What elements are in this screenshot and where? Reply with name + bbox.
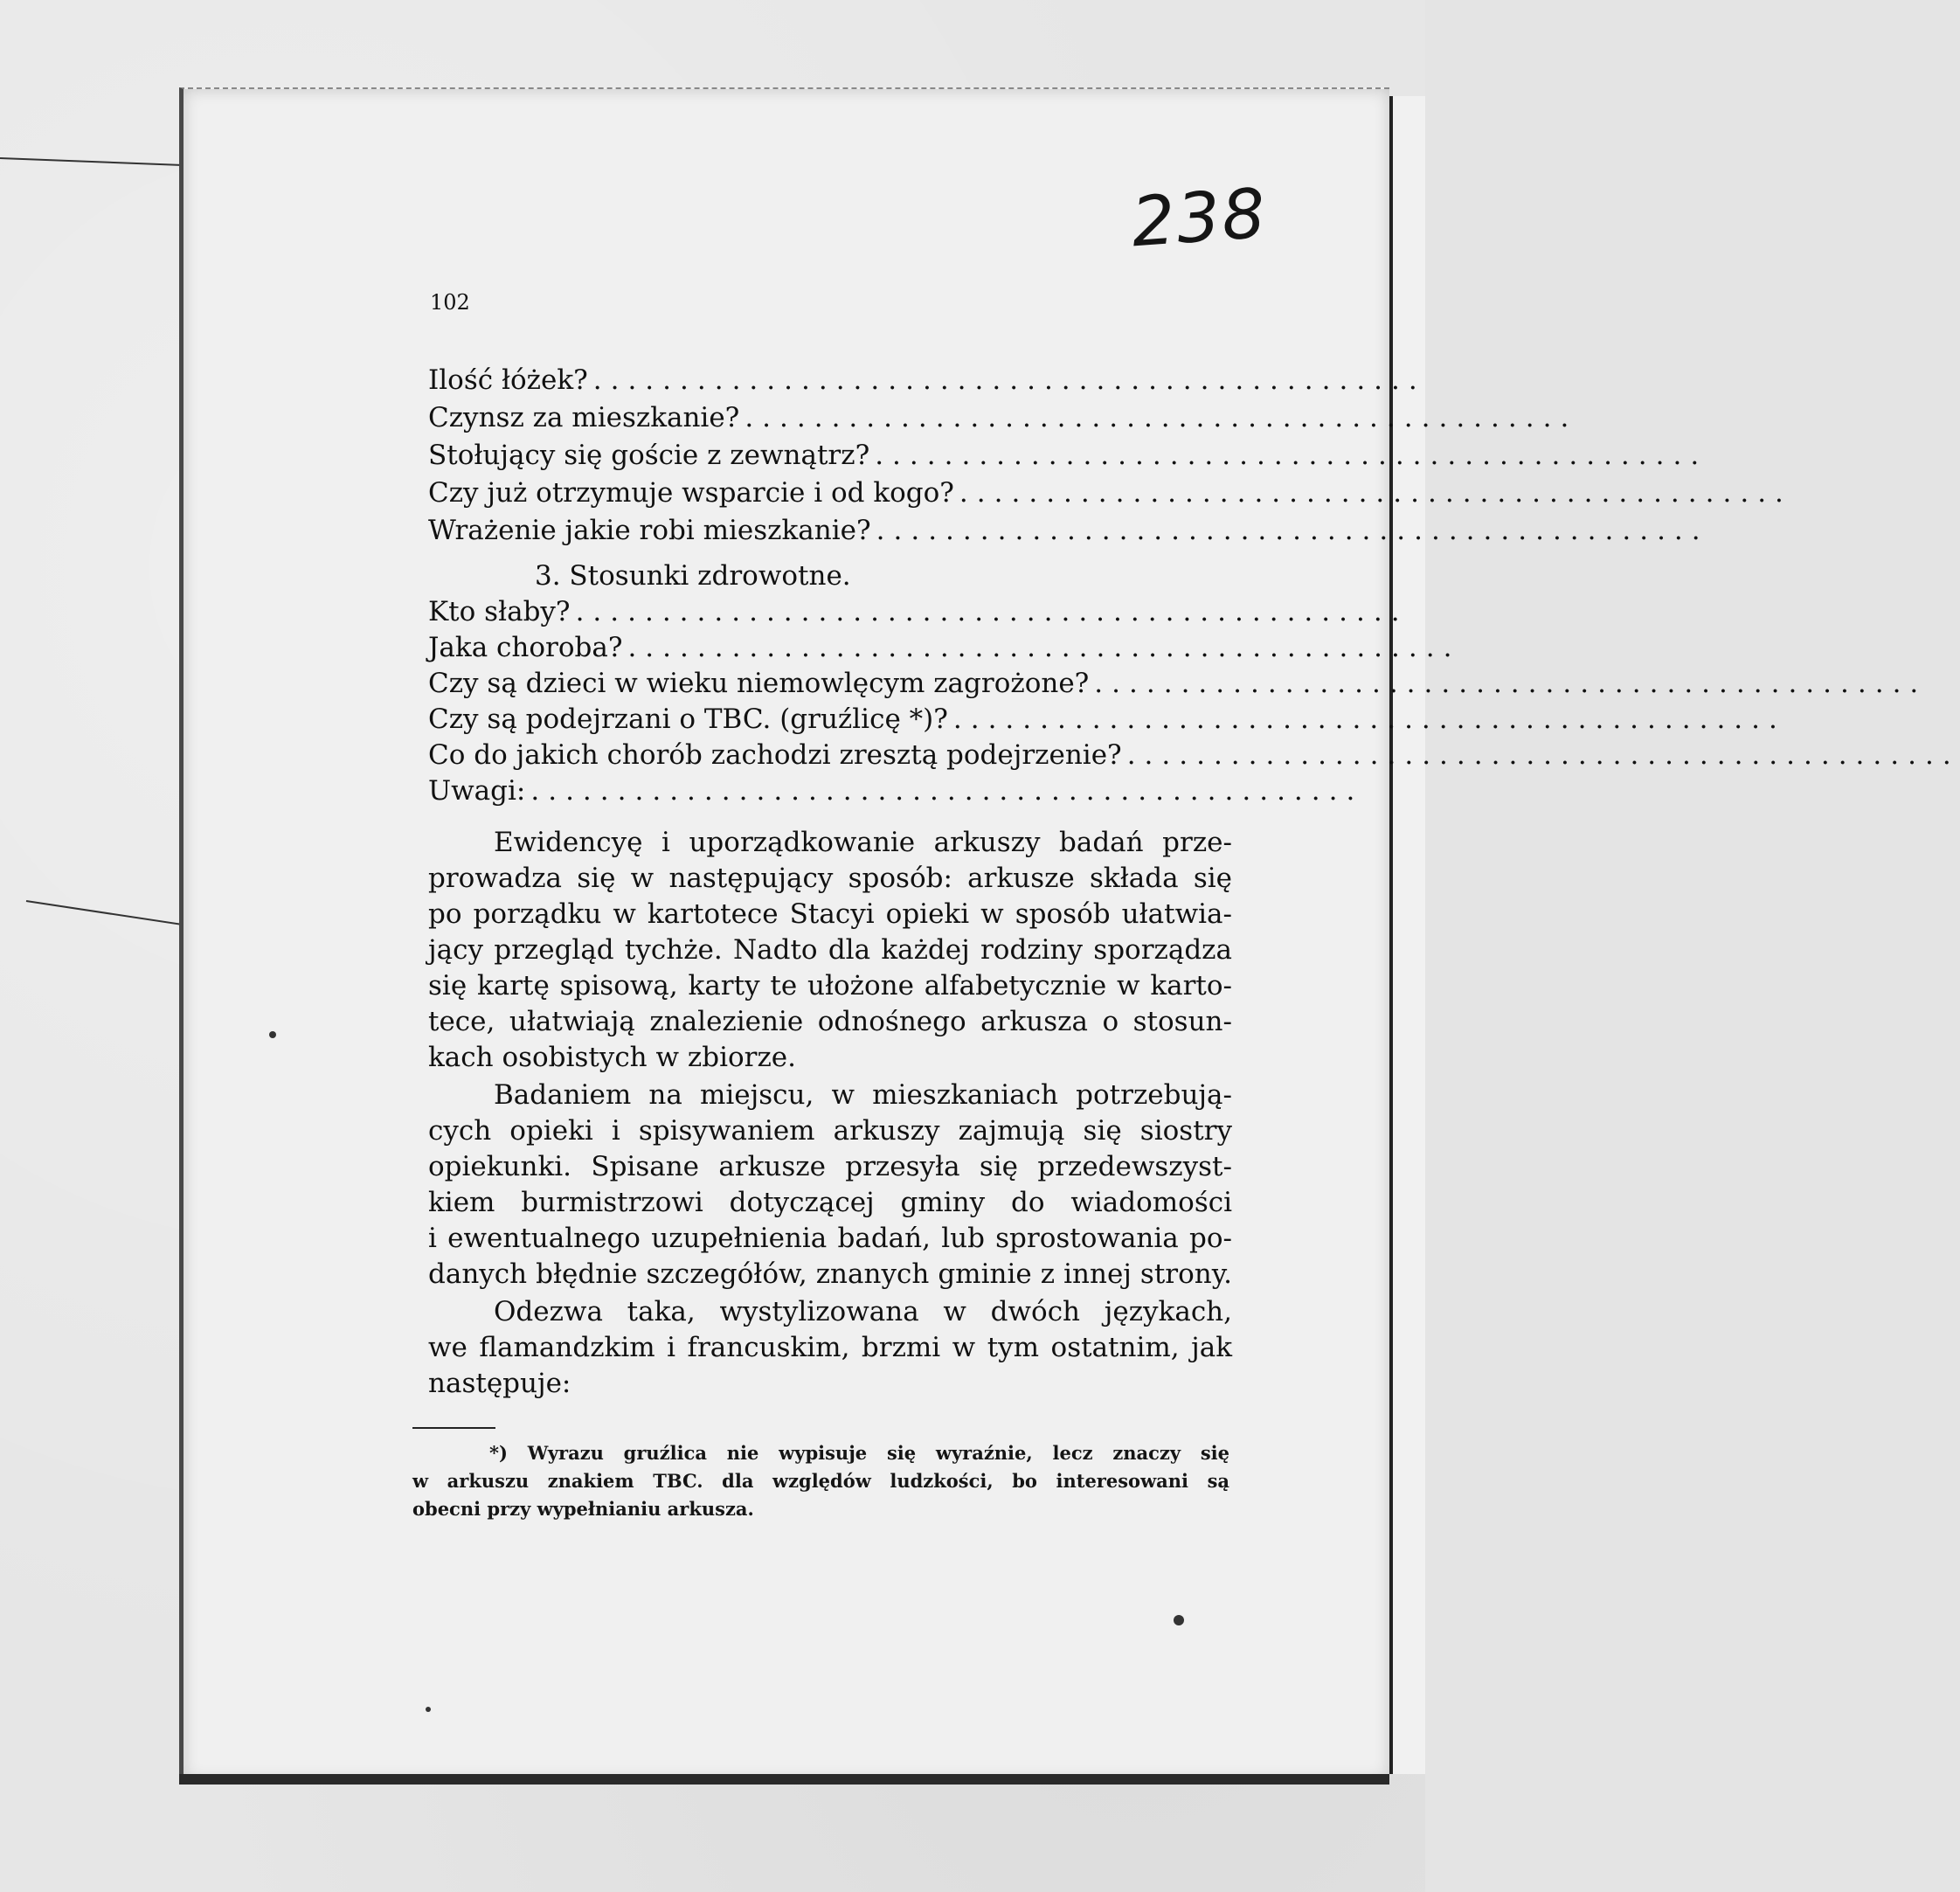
form-field xyxy=(428,477,1792,516)
dot-leader: ................................................ xyxy=(592,364,1426,396)
paragraph-line: następuje: xyxy=(428,1368,571,1399)
form-field-label: Czy są dzieci w wieku niemowlęcym zagrożone? xyxy=(428,668,1090,699)
form-field xyxy=(428,668,1928,706)
dot-leader: ................................................ xyxy=(1126,739,1960,771)
dot-leader: ................................................ xyxy=(530,775,1364,807)
footnote-line: w arkuszu znakiem TBC. dla względów ludzkości, bo interesowani są xyxy=(412,1470,1229,1492)
form-field xyxy=(428,703,1786,742)
paragraph-line: prowadza się w następujący sposób: arkusze składa się xyxy=(428,863,1232,894)
paragraph-line: się kartę spisową, karty te ułożone alfabetycznie w karto- xyxy=(428,970,1232,1001)
scan-speck xyxy=(269,1031,276,1038)
form-field-label: Stołujący się goście z zewnątrz? xyxy=(428,440,870,471)
paragraph-line: jący przegląd tychże. Nadto dla każdej rodziny sporządza xyxy=(428,934,1232,966)
paragraph-line: cych opieki i spisywaniem arkuszy zajmują się siostry xyxy=(428,1115,1232,1147)
dot-leader: ................................................ xyxy=(1094,668,1928,699)
paragraph-line: kach osobistych w zbiorze. xyxy=(428,1042,796,1073)
paragraph-line: i ewentualnego uzupełnienia badań, lub sprostowania po- xyxy=(428,1223,1232,1254)
form-field xyxy=(428,632,1461,670)
form-field-label: Co do jakich chorób zachodzi zresztą podejrzenie? xyxy=(428,739,1122,771)
form-field-label: Kto słaby? xyxy=(428,596,571,627)
form-field xyxy=(428,775,1364,814)
page-bottom-edge xyxy=(179,1774,1389,1785)
form-field xyxy=(428,364,1426,403)
dot-leader: ................................................ xyxy=(875,440,1708,471)
paragraph-line: Odezwa taka, wystylizowana w dwóch językach, xyxy=(494,1296,1232,1327)
dot-leader: ................................................ xyxy=(745,402,1578,433)
dot-leader: ................................................ xyxy=(575,596,1409,627)
form-field-label: Uwagi: xyxy=(428,775,526,807)
dot-leader: ................................................ xyxy=(876,515,1709,546)
footnote-line: obecni przy wypełnianiu arkusza. xyxy=(412,1498,754,1520)
paragraph-line: danych błędnie szczegółów, znanych gminie z innej strony. xyxy=(428,1258,1232,1290)
paragraph-line: we flamandzkim i francuskim, brzmi w tym ostatnim, jak xyxy=(428,1332,1232,1363)
adjacent-page xyxy=(1393,96,1425,1774)
form-field xyxy=(428,596,1409,634)
dot-leader: ................................................ xyxy=(627,632,1461,663)
form-field-label: Ilość łóżek? xyxy=(428,364,588,396)
section-heading: 3. Stosunki zdrowotne. xyxy=(535,560,851,592)
paragraph-line: kiem burmistrzowi dotyczącej gminy do wiadomości xyxy=(428,1187,1232,1218)
footnote-rule xyxy=(412,1427,495,1429)
form-field-label: Jaka choroba? xyxy=(428,632,623,663)
form-field-label: Czynsz za mieszkanie? xyxy=(428,402,740,433)
handwritten-archive-number: 238 xyxy=(1129,174,1270,263)
form-field xyxy=(428,402,1578,440)
dot-leader: ................................................ xyxy=(959,477,1792,509)
dot-leader: ................................................ xyxy=(952,703,1786,735)
form-field-label: Wrażenie jakie robi mieszkanie? xyxy=(428,515,871,546)
paragraph-line: Ewidencyę i uporządkowanie arkuszy badań prze- xyxy=(494,827,1232,858)
form-field xyxy=(428,739,1960,778)
scan-speck xyxy=(426,1707,431,1712)
paragraph-line: Badaniem na miejscu, w mieszkaniach potrzebują- xyxy=(494,1079,1232,1111)
paragraph-line: tece, ułatwiają znalezienie odnośnego arkusza o stosun- xyxy=(428,1006,1232,1037)
footnote-line: *) Wyrazu gruźlica nie wypisuje się wyraźnie, lecz znaczy się xyxy=(489,1442,1229,1464)
paragraph-line: po porządku w kartotece Stacyi opieki w sposób ułatwia- xyxy=(428,898,1232,930)
paragraph-line: opiekunki. Spisane arkusze przesyła się przedewszyst- xyxy=(428,1151,1232,1182)
form-field-label: Czy są podejrzani o TBC. (gruźlicę *)? xyxy=(428,703,948,735)
form-field xyxy=(428,515,1709,553)
scan-speck xyxy=(1174,1615,1184,1625)
form-field-label: Czy już otrzymuje wsparcie i od kogo? xyxy=(428,477,954,509)
form-field xyxy=(428,440,1708,478)
page-number: 102 xyxy=(430,290,470,315)
